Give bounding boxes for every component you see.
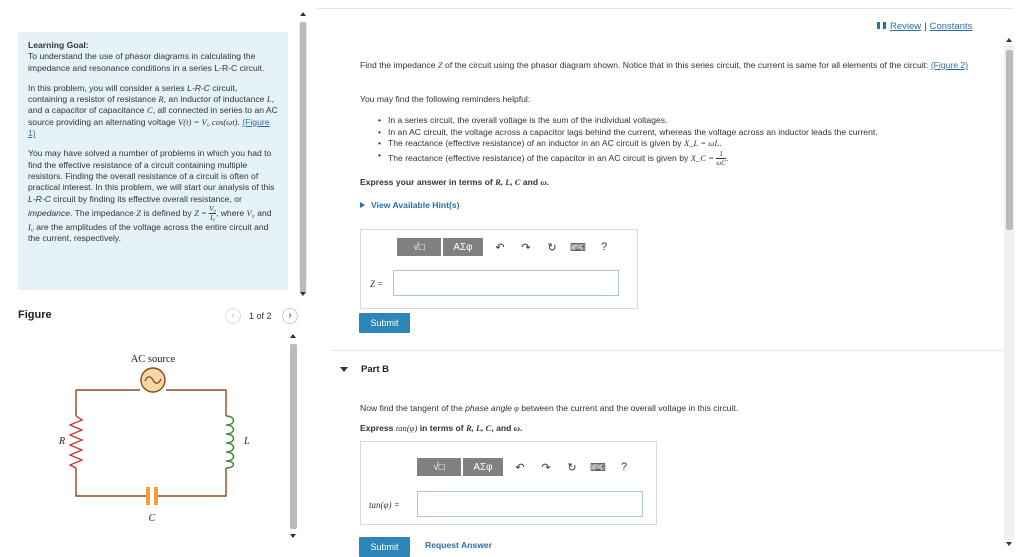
reset-icon[interactable]: ↻ [567, 461, 577, 474]
math-omega: ω [540, 177, 547, 187]
resistor-symbol [70, 416, 82, 468]
reminder-item: • In an AC circuit, the voltage across a capacitor lags behind the current, whereas the voltage across an inductor leads the current. [378, 127, 978, 138]
reminder-item [378, 138, 978, 149]
math-XC: X_C = [690, 152, 714, 163]
reminders-list [378, 115, 978, 167]
reset-icon[interactable]: ↻ [547, 241, 557, 254]
part-b-title[interactable]: Part B [361, 364, 389, 375]
math-I0: I₀ [28, 221, 34, 232]
text: and [520, 177, 541, 187]
part-a-intro [360, 60, 980, 71]
text: , and a capacitor of capacitance [28, 94, 275, 116]
math-toolbar [417, 458, 633, 476]
left-panel-scrollbar[interactable] [299, 12, 307, 290]
tan-answer-input[interactable] [417, 491, 643, 517]
templates-button[interactable]: √□ [417, 458, 461, 476]
reminders-label: You may find the following reminders helpful: [360, 94, 531, 104]
figure-1-link[interactable]: (Figure 1) [28, 116, 270, 139]
part-a-answer-box [360, 229, 638, 309]
math-omega: ω [513, 423, 521, 433]
capacitor-plate-left [146, 487, 150, 505]
math-vars: R, L, C [466, 423, 492, 433]
redo-icon[interactable]: ↷ [541, 461, 551, 474]
text: In this problem, you will consider a series [28, 82, 188, 93]
constants-link[interactable]: Constants [929, 21, 973, 32]
fraction-denominator: I₀ [210, 213, 215, 222]
review-icon [877, 22, 886, 29]
scroll-down-arrow[interactable] [300, 292, 306, 296]
text: and [254, 207, 272, 218]
fraction-1-wc [716, 149, 729, 167]
math-tan: tan(φ) [395, 423, 418, 433]
label-R: R [59, 436, 66, 447]
text: Find the impedance [360, 60, 438, 70]
z-input-label: Z = [370, 279, 384, 289]
help-icon[interactable]: ? [600, 241, 608, 253]
text: , an inductor of inductance [163, 94, 267, 105]
link-separator: | [924, 21, 927, 32]
scroll-thumb[interactable] [300, 22, 306, 294]
text: You may have solved a number of problems in which you had to find the effective resistance of a circuit containing multiple resistors. Finding the overall resistance of a circuit is often of practical interest. In this problem, we will start our analysis of this [28, 148, 275, 193]
math-Z-eq: Z = [194, 207, 207, 218]
text: circuit, containing a resistor of resistance [28, 82, 238, 105]
header-divider [316, 8, 1014, 9]
fraction-denominator: ωC [716, 158, 726, 167]
request-answer-link[interactable]: Request Answer [425, 540, 493, 550]
math-R: R [158, 94, 164, 105]
review-constants-links [877, 21, 972, 32]
inductor-symbol [226, 416, 234, 468]
math-phi: φ [511, 403, 519, 413]
scroll-down-arrow[interactable] [290, 534, 296, 538]
text-lrc: L-R-C [28, 193, 51, 204]
redo-icon[interactable]: ↷ [521, 241, 531, 254]
math-L: L [266, 94, 272, 105]
label-L: L [244, 436, 250, 447]
reminder-item: • In a series circuit, the overall voltage is the sum of the individual voltages. [378, 115, 978, 126]
text: of the circuit using the phasor diagram shown. Notice that in this series circuit, the current is same for all elements of the circuit: [442, 60, 931, 70]
templates-button[interactable]: √□ [397, 238, 441, 256]
view-hints-toggle[interactable] [360, 200, 460, 210]
capacitor-plate-right [154, 487, 158, 505]
reminder-item [378, 150, 978, 167]
text: is defined by [141, 207, 195, 218]
math-Z: Z [136, 207, 142, 218]
learning-goal-panel [18, 32, 288, 290]
text: Now find the tangent of the [360, 403, 466, 413]
scroll-up-arrow[interactable] [1006, 38, 1012, 42]
text: Express [360, 423, 396, 433]
scroll-up-arrow[interactable] [290, 334, 296, 338]
part-b-collapse-icon[interactable] [340, 367, 348, 372]
math-V0: V₀ [246, 207, 255, 218]
fraction-numerator: 1 [716, 150, 726, 159]
text: The reactance (effective resistance) of an inductor in an AC circuit is given by [388, 138, 684, 148]
scroll-up-arrow[interactable] [300, 12, 306, 16]
text: . The impedance [70, 207, 137, 218]
z-answer-input[interactable] [393, 270, 619, 296]
text: . [237, 116, 243, 127]
text: . [546, 177, 550, 187]
math-Z: Z [437, 60, 443, 70]
math-toolbar [397, 238, 613, 256]
scroll-thumb[interactable] [1006, 50, 1013, 230]
symbols-button[interactable]: ΑΣφ [463, 458, 503, 476]
figure-title: Figure [18, 309, 52, 321]
learning-goal-text: To understand the use of phasor diagrams in calculating the impedance and resonance conditions in a series L-R-C circuit. [28, 51, 265, 73]
review-link[interactable]: Review [890, 21, 922, 32]
text: . [719, 138, 722, 148]
text: in terms of [417, 423, 467, 433]
text: circuit by finding its effective overall resistance, or [50, 193, 242, 204]
text: The reactance (effective resistance) of the capacitor in an AC circuit is given by [388, 152, 691, 163]
keyboard-icon[interactable]: ⌨ [590, 461, 606, 474]
figure-prev-button[interactable]: ‹ [225, 308, 241, 324]
part-a-submit-button[interactable]: Submit [359, 313, 410, 333]
part-b-intro [360, 403, 738, 414]
keyboard-icon[interactable]: ⌨ [570, 241, 586, 254]
hint-label: View Available Hint(s) [371, 200, 460, 210]
label-ac-source: AC source [130, 354, 176, 365]
part-b-express [360, 423, 522, 434]
text: . [520, 423, 523, 433]
text: , all connected in series to an AC source providing an alternating voltage [28, 105, 278, 127]
label-C: C [148, 513, 156, 524]
expand-triangle-icon [360, 202, 365, 208]
text: Express your answer in terms of [360, 177, 496, 187]
text-impedance: impedance [28, 207, 71, 218]
figure-counter: 1 of 2 [249, 311, 272, 321]
learning-goal-title: Learning Goal: [28, 40, 89, 50]
fraction-V0-I0 [209, 205, 216, 222]
figure-scrollbar[interactable] [289, 332, 298, 542]
figure-2-link[interactable]: (Figure 2) [930, 60, 969, 70]
circuit-diagram [50, 348, 280, 528]
math-XL: X_L = ωL [684, 138, 720, 148]
text: are the amplitudes of the voltage across the entire circuit and the current, respectively. [28, 221, 269, 244]
part-b-submit-button[interactable]: Submit [359, 537, 410, 557]
math-C: C [146, 105, 153, 116]
part-b-answer-box [360, 441, 657, 525]
text: . [725, 152, 729, 163]
math-vars: R, L, C [495, 177, 521, 187]
circuit-wires [76, 390, 226, 496]
main-scrollbar[interactable] [1004, 36, 1014, 550]
figure-next-button[interactable]: › [282, 308, 298, 324]
intro-paragraph-1 [28, 83, 278, 139]
part-a-express [360, 177, 549, 188]
part-b-divider [330, 350, 1003, 351]
fraction-numerator: V₀ [209, 204, 216, 213]
text-lrc: L-R-C [187, 82, 210, 93]
text-phase-angle: phase angle [465, 403, 512, 413]
help-icon[interactable]: ? [620, 461, 628, 473]
scroll-down-arrow[interactable] [1006, 542, 1012, 546]
symbols-button[interactable]: ΑΣφ [443, 238, 483, 256]
text: , where [215, 207, 247, 218]
intro-paragraph-2 [28, 148, 278, 244]
text: between the current and the overall voltage in this circuit. [518, 403, 739, 413]
scroll-thumb[interactable] [290, 344, 297, 529]
undo-icon[interactable]: ↶ [515, 461, 525, 474]
text: , and [491, 423, 514, 433]
undo-icon[interactable]: ↶ [495, 241, 505, 254]
tan-input-label: tan(φ) = [369, 500, 400, 510]
math-voltage: V(t) = V₀ cos(ωt) [178, 116, 238, 127]
